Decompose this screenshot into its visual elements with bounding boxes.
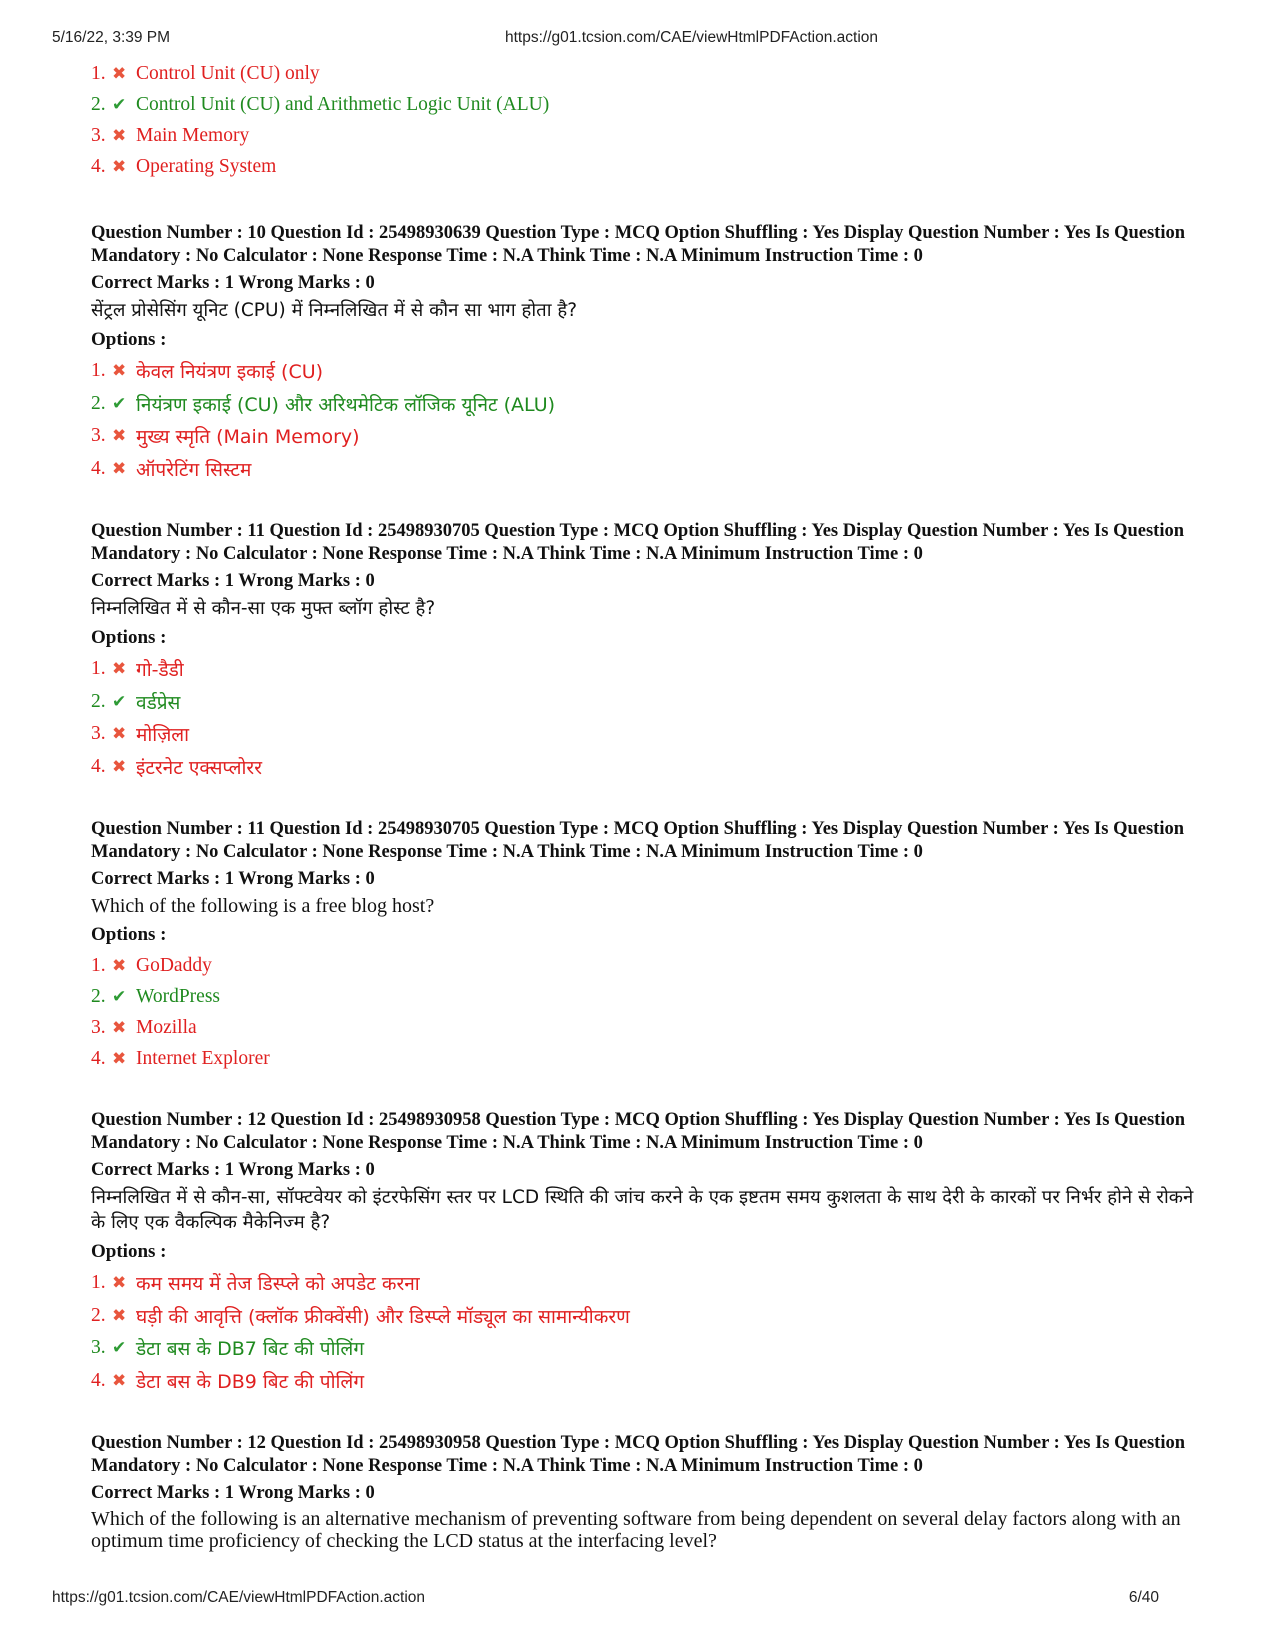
option-number: 4. [91, 155, 106, 177]
option-item [91, 89, 1201, 120]
option-item [91, 453, 1201, 486]
option-text: Control Unit (CU) only [136, 62, 320, 84]
option-text: Mozilla [136, 1016, 197, 1038]
check-mark-icon: ✔ [112, 94, 127, 114]
options-list [91, 653, 1201, 783]
cross-mark-icon: ✖ [112, 1048, 127, 1068]
question-meta: Question Number : 12 Question Id : 25498930958 Question Type : MCQ Option Shuffling : Yes Display Question Number : Yes Is Question Mandatory : No Calculator : None Response Time : N.A Think Time : N.A Minimum Instruction Time : 0 [91, 1433, 1186, 1476]
question-block [91, 818, 1201, 1074]
check-mark-icon: ✔ [112, 1338, 127, 1358]
option-text: मोज़िला [136, 724, 190, 747]
option-number: 3. [91, 425, 106, 447]
option-item [91, 420, 1201, 453]
top-options-list [91, 58, 1201, 182]
option-number: 1. [91, 658, 106, 680]
option-text: इंटरनेट एक्सप्लोरर [136, 756, 262, 779]
question-block [91, 1109, 1201, 1397]
question-marks: Correct Marks : 1 Wrong Marks : 0 [91, 869, 375, 889]
option-item [91, 1267, 1201, 1300]
option-text: Operating System [136, 155, 277, 177]
option-text: Main Memory [136, 124, 250, 146]
option-number: 1. [91, 954, 106, 976]
option-item [91, 1043, 1201, 1074]
option-item [91, 718, 1201, 751]
option-text: केवल नियंत्रण इकाई (CU) [136, 361, 324, 384]
option-item [91, 751, 1201, 784]
cross-mark-icon: ✖ [112, 1370, 127, 1390]
check-mark-icon: ✔ [112, 691, 127, 711]
option-number: 3. [91, 124, 106, 146]
option-number: 1. [91, 1272, 106, 1294]
option-number: 4. [91, 1047, 106, 1069]
cross-mark-icon: ✖ [112, 955, 127, 975]
cross-mark-icon: ✖ [112, 156, 127, 176]
question-text: Which of the following is a free blog host? [91, 895, 435, 917]
cross-mark-icon: ✖ [112, 1017, 127, 1037]
option-number: 2. [91, 93, 106, 115]
question-marks: Correct Marks : 1 Wrong Marks : 0 [91, 1160, 375, 1180]
options-list [91, 950, 1201, 1074]
option-item [91, 388, 1201, 421]
question-block [91, 222, 1201, 485]
option-text: WordPress [136, 985, 221, 1007]
option-text: डेटा बस के DB9 बिट की पोलिंग [136, 1370, 365, 1393]
option-item [91, 1300, 1201, 1333]
option-number: 3. [91, 723, 106, 745]
option-text: ऑपरेटिंग सिस्टम [136, 458, 252, 481]
option-item [91, 653, 1201, 686]
cross-mark-icon: ✖ [112, 426, 127, 446]
check-mark-icon: ✔ [112, 393, 127, 413]
question-block [91, 1432, 1201, 1552]
cross-mark-icon: ✖ [112, 1273, 127, 1293]
question-text: निम्नलिखित में से कौन-सा एक मुफ्त ब्लॉग होस्ट है? [91, 598, 436, 619]
option-number: 1. [91, 360, 106, 382]
option-text: नियंत्रण इकाई (CU) और अरिथमेटिक लॉजिक यूनिट (ALU) [136, 393, 556, 416]
option-item [91, 950, 1201, 981]
question-meta: Question Number : 12 Question Id : 25498930958 Question Type : MCQ Option Shuffling : Yes Display Question Number : Yes Is Question Mandatory : No Calculator : None Response Time : N.A Think Time : N.A Minimum Instruction Time : 0 [91, 1110, 1186, 1153]
question-marks: Correct Marks : 1 Wrong Marks : 0 [91, 571, 375, 591]
option-item [91, 1332, 1201, 1365]
options-label: Options : [91, 1241, 167, 1262]
option-text: घड़ी की आवृत्ति (क्लॉक फ्रीक्वेंसी) और डिस्प्ले मॉड्यूल का सामान्यीकरण [136, 1305, 630, 1328]
option-item [91, 120, 1201, 151]
page-number: 6/40 [1128, 1589, 1159, 1606]
cross-mark-icon: ✖ [112, 458, 127, 478]
option-number: 3. [91, 1337, 106, 1359]
question-marks: Correct Marks : 1 Wrong Marks : 0 [91, 273, 375, 293]
question-text: निम्नलिखित में से कौन-सा, सॉफ्टवेयर को इंटरफेसिंग स्तर पर LCD स्थिति की जांच करने के एक इष्टतम समय कुशलता के साथ देरी के कारकों पर निर्भर होने से रोकने के लिए एक वैकल्पिक मैकेनिज्म है? [91, 1187, 1194, 1233]
option-number: 4. [91, 457, 106, 479]
option-item [91, 1012, 1201, 1043]
option-number: 2. [91, 1304, 106, 1326]
option-number: 2. [91, 690, 106, 712]
question-meta: Question Number : 11 Question Id : 25498930705 Question Type : MCQ Option Shuffling : Yes Display Question Number : Yes Is Question Mandatory : No Calculator : None Response Time : N.A Think Time : N.A Minimum Instruction Time : 0 [91, 521, 1184, 564]
option-text: Internet Explorer [136, 1047, 270, 1069]
print-header-url: https://g01.tcsion.com/CAE/viewHtmlPDFAction.action [505, 29, 879, 46]
option-number: 1. [91, 62, 106, 84]
option-text: डेटा बस के DB7 बिट की पोलिंग [136, 1338, 365, 1361]
question-meta: Question Number : 11 Question Id : 25498930705 Question Type : MCQ Option Shuffling : Yes Display Question Number : Yes Is Question Mandatory : No Calculator : None Response Time : N.A Think Time : N.A Minimum Instruction Time : 0 [91, 819, 1184, 862]
cross-mark-icon: ✖ [112, 724, 127, 744]
question-text: सेंट्रल प्रोसेसिंग यूनिट (CPU) में निम्नलिखित में से कौन सा भाग होता है? [91, 300, 578, 321]
print-footer-url: https://g01.tcsion.com/CAE/viewHtmlPDFAction.action [52, 1589, 426, 1606]
option-item [91, 1365, 1201, 1398]
option-number: 4. [91, 1369, 106, 1391]
option-item [91, 981, 1201, 1012]
option-text: मुख्य स्मृति (Main Memory) [136, 426, 360, 449]
option-text: वर्डप्रेस [136, 691, 181, 714]
option-number: 2. [91, 985, 106, 1007]
document-content [91, 58, 1201, 1587]
cross-mark-icon: ✖ [112, 756, 127, 776]
cross-mark-icon: ✖ [112, 1305, 127, 1325]
options-label: Options : [91, 329, 167, 350]
option-text: Control Unit (CU) and Arithmetic Logic Unit (ALU) [136, 93, 550, 115]
print-datetime: 5/16/22, 3:39 PM [52, 29, 171, 46]
question-meta: Question Number : 10 Question Id : 25498930639 Question Type : MCQ Option Shuffling : Yes Display Question Number : Yes Is Question Mandatory : No Calculator : None Response Time : N.A Think Time : N.A Minimum Instruction Time : 0 [91, 223, 1186, 266]
option-item [91, 686, 1201, 719]
options-list [91, 1267, 1201, 1397]
check-mark-icon: ✔ [112, 986, 127, 1006]
options-label: Options : [91, 924, 167, 945]
option-text: गो-डैडी [136, 659, 184, 682]
option-item [91, 58, 1201, 89]
question-block [91, 520, 1201, 783]
cross-mark-icon: ✖ [112, 361, 127, 381]
option-number: 4. [91, 755, 106, 777]
option-number: 2. [91, 392, 106, 414]
question-marks: Correct Marks : 1 Wrong Marks : 0 [91, 1483, 375, 1503]
option-number: 3. [91, 1016, 106, 1038]
option-item [91, 355, 1201, 388]
cross-mark-icon: ✖ [112, 659, 127, 679]
option-text: GoDaddy [136, 954, 212, 976]
option-text: कम समय में तेज डिस्प्ले को अपडेट करना [136, 1273, 420, 1296]
options-label: Options : [91, 627, 167, 648]
options-list [91, 355, 1201, 485]
option-item [91, 151, 1201, 182]
cross-mark-icon: ✖ [112, 125, 127, 145]
question-text: Which of the following is an alternative mechanism of preventing software from being dependent on several delay factors along with an optimum time proficiency of checking the LCD status at the interfacing level? [91, 1508, 1181, 1552]
cross-mark-icon: ✖ [112, 63, 127, 83]
